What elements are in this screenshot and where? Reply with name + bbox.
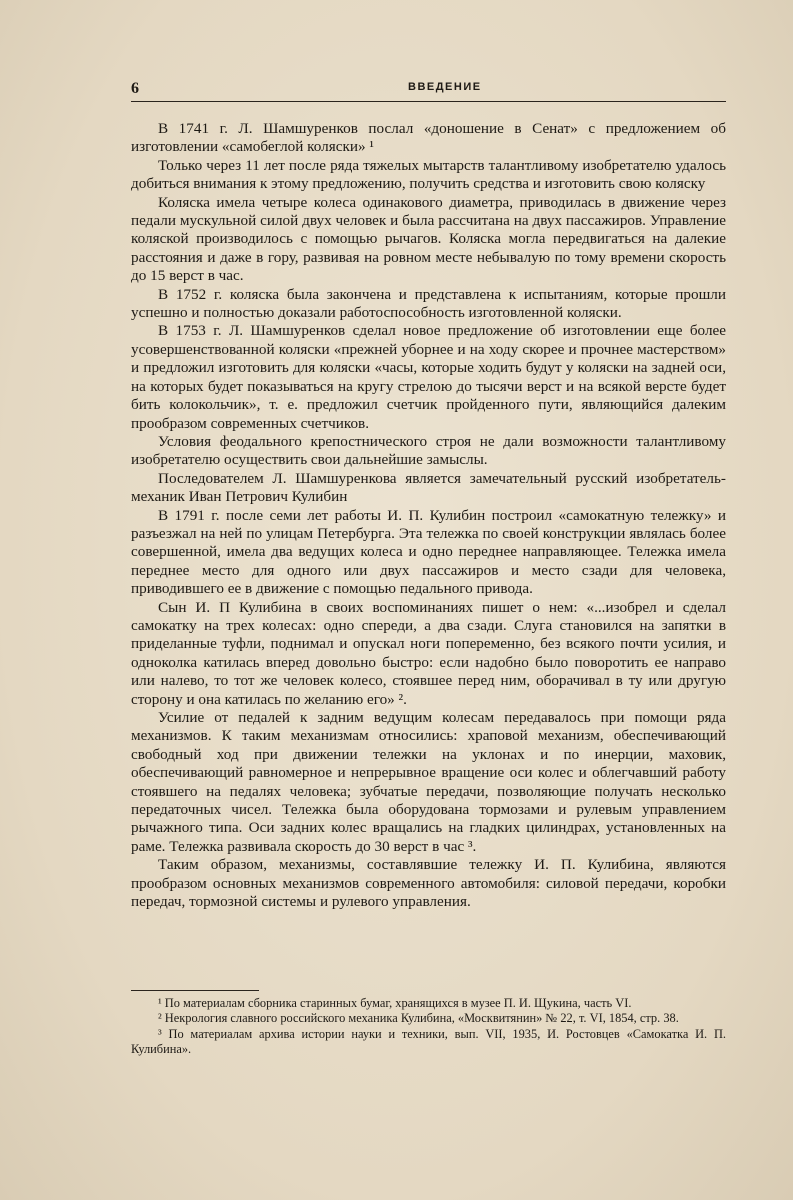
footnote-rule — [131, 990, 259, 991]
paragraph-7: Последователем Л. Шамшуренкова является замечательный русский изобретатель-механик Иван Петрович Кулибин — [131, 469, 726, 506]
paragraph-3: Коляска имела четыре колеса одинакового диаметра, приводилась в движение через педали мускульной силой двух человек и была рассчитана на двух пассажиров. Управление коляской производилось с помощью рычагов. Коляска могла передвигаться на далекие расстояния и даже в гору, развивая на ровном месте небывалую по тому времени скорость до 15 верст в час. — [131, 193, 726, 285]
footnote-2: ² Некрология славного российского механика Кулибина, «Москвитянин» № 22, т. VI, 1854, стр. 38. — [158, 1011, 679, 1026]
footnote-1: ¹ По материалам сборника старинных бумаг, хранящихся в музее П. И. Щукина, часть VI. — [158, 996, 632, 1010]
paragraph-5: В 1753 г. Л. Шамшуренков сделал новое предложение об изготовлении еще более усовершенствованной коляски «прежней уборнее и на ходу скорее и прочнее мастерством» и предложил изготовить для коляски «часы, которые ходить будут у коляски на задней оси, на которых будет показываться на кругу стрелою до тысячи верст и на всякой версте будет бить колокольчик», т. е. предложил счетчик пройденного пути, являющийся далеким прообразом современных счетчиков. — [131, 322, 726, 432]
header-rule — [131, 101, 726, 102]
page-number: 6 — [131, 80, 139, 97]
paragraph-2: Только через 11 лет после ряда тяжелых мытарств талантливому изобретателю удалось добиться внимания к этому предложению, получить средства и изготовить свою коляску — [131, 156, 726, 193]
footnotes — [131, 996, 726, 1058]
paragraph-11: Таким образом, механизмы, составлявшие тележку И. П. Кулибина, являются прообразом основных механизмов современного автомобиля: силовой передачи, коробки передач, тормозной системы и рулевого управления. — [131, 856, 726, 911]
paragraph-10: Усилие от педалей к задним ведущим колесам передавалось при помощи ряда механизмов. К таким механизмам относились: храповой механизм, обеспечивающий свободный ход при движении тележки на уклонах и по инерции, маховик, обеспечивающий равномерное и непрерывное вращение оси колес и облегчавший работу стоявшего на педалях человека; зубчатые передачи, позволяющие получать несколько передаточных чисел. Тележка была оборудована тормозами и рулевым управлением рычажного типа. Оси задних колес вращались на гладких цилиндрах, установленных на раме. Тележка развивала скорость до 30 верст в час ³. — [131, 709, 726, 855]
page-header — [131, 80, 726, 102]
footnote-3: ³ По материалам архива истории науки и техники, вып. VII, 1935, И. Ростовцев «Самокатка И. П. Кулибина». — [131, 1026, 726, 1057]
paragraph-1: В 1741 г. Л. Шамшуренков послал «доношение в Сенат» с предложением об изготовлении «самобеглой коляски» ¹ — [131, 120, 726, 156]
paragraph-8: В 1791 г. после семи лет работы И. П. Кулибин построил «самокатную тележку» и разъезжал на ней по улицам Петербурга. Эта тележка по своей конструкции являлась более совершенной, имела два ведущих колеса и одно переднее направляющее. Тележка имела переднее место для одного или двух пассажиров и место сзади для человека, приводившего ее в движение с помощью педального привода. — [131, 506, 726, 598]
body-text — [131, 120, 726, 911]
paragraph-9: Сын И. П Кулибина в своих воспоминаниях пишет о нем: «...изобрел и сделал самокатку на трех колесах: одно спереди, а два сзади. Слуга становился на запятки в приделанные туфли, поднимал и опускал ноги попеременно, без всякого почти усилия, и одноколка катилась вперед довольно быстро: если надобно было поворотить ее направо или налево, то тот же человек колесо, стоявшее перед ним, оборачивал в ту или другую сторону и она катилась по желанию его» ². — [131, 598, 726, 708]
paragraph-4: В 1752 г. коляска была закончена и представлена к испытаниям, которые прошли успешно и полностью доказали работоспособность изготовленной коляски. — [131, 285, 726, 322]
paragraph-6: Условия феодального крепостнического строя не дали возможности талантливому изобретателю осуществить свои дальнейшие замыслы. — [131, 432, 726, 469]
running-head: ВВЕДЕНИЕ — [408, 81, 482, 93]
